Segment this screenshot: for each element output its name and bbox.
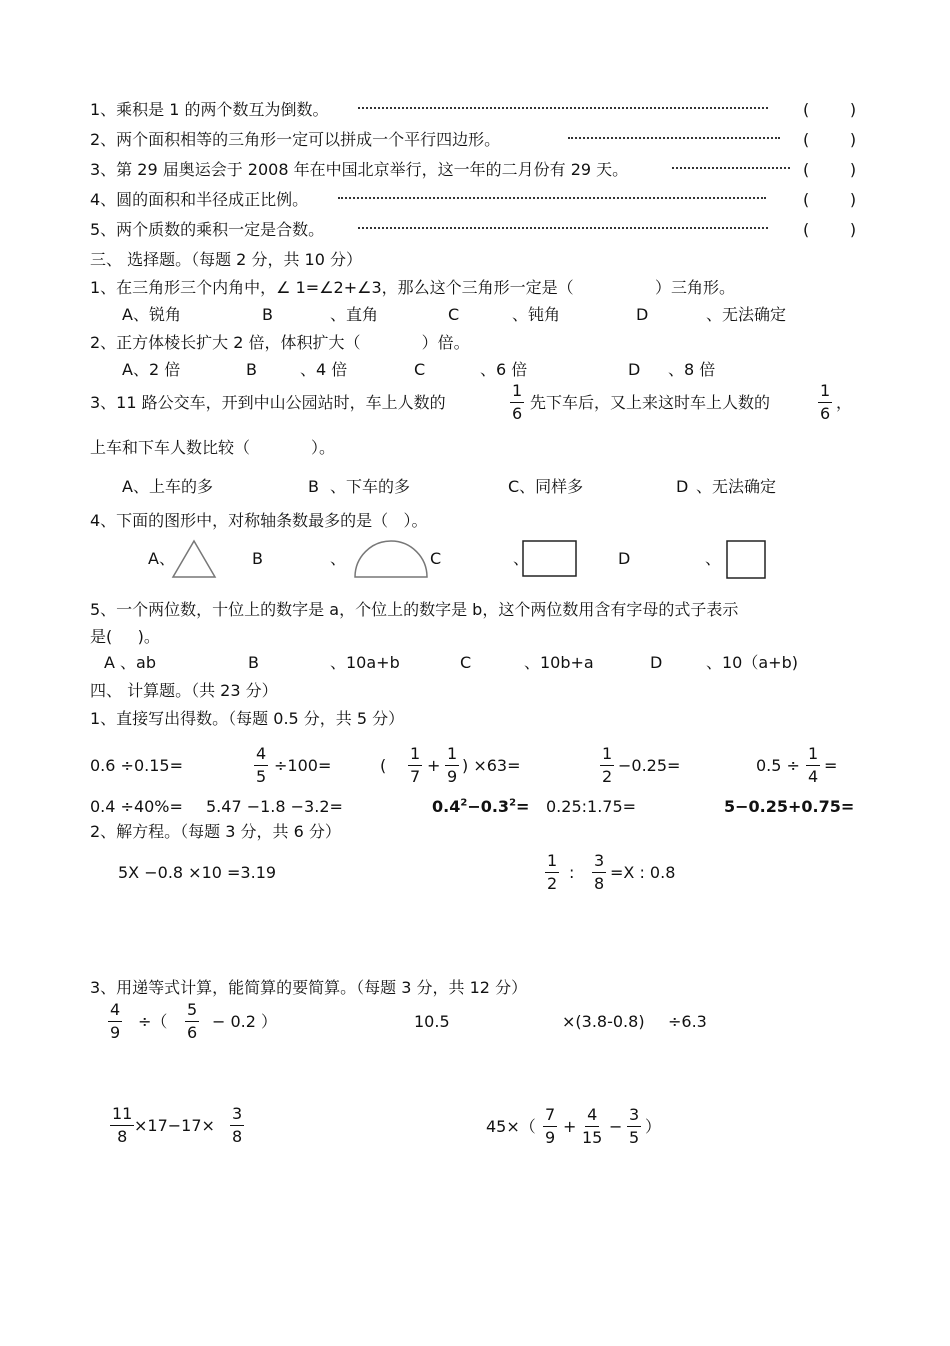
q5-option-b: 、10a+b <box>330 653 400 672</box>
equation-2: =X : 0.8 <box>610 863 676 882</box>
fraction-denominator: 4 <box>808 767 819 786</box>
calc-8-exponent-1: 2 <box>460 797 468 809</box>
q1-option-c-letter: C <box>448 305 460 324</box>
q3-option-c: C、同样多 <box>508 477 584 496</box>
q3-fraction-2 <box>818 381 832 424</box>
q1-option-b: 、直角 <box>330 305 379 324</box>
calc-4-fraction <box>600 744 614 787</box>
semicircle-shape <box>352 538 430 580</box>
calc-expression-4: −0.25= <box>618 756 681 775</box>
square-shape <box>726 540 768 580</box>
equation-1: 5X −0.8 ×10 =3.19 <box>118 863 277 882</box>
part-3-title: 3、用递等式计算，能简算的要简算。（每题 3 分，共 12 分） <box>90 978 528 997</box>
q2-option-b-letter: B <box>246 360 257 379</box>
dotted-leader <box>568 137 780 139</box>
calc-3-fraction-2 <box>445 744 459 787</box>
calc-expression-8 <box>432 797 529 817</box>
q3-option-d-letter: D <box>676 477 689 496</box>
compute-1-divide: ÷（ <box>138 1012 168 1031</box>
fraction-denominator: 6 <box>187 1023 198 1042</box>
compute-2-b: ×(3.8-0.8) <box>562 1012 645 1031</box>
answer-paren-4[interactable]: ( ) <box>803 190 857 209</box>
compute-4-fraction-3 <box>627 1105 641 1148</box>
q5-option-b-letter: B <box>248 653 259 672</box>
dotted-leader <box>358 107 768 109</box>
fraction-denominator: 8 <box>232 1127 243 1146</box>
fraction-denominator: 8 <box>117 1127 128 1146</box>
calc-3-plus: + <box>427 756 441 775</box>
q3-text-c: ， <box>836 393 853 412</box>
q5-option-c-letter: C <box>460 653 472 672</box>
fraction-numerator: 5 <box>185 1000 199 1022</box>
calc-8-base-2: −0.3 <box>467 797 510 816</box>
calc-5-head: 0.5 ÷ <box>756 756 800 775</box>
section-3-title: 三、 选择题。（每题 2 分，共 10 分） <box>90 250 362 269</box>
q2-text: 2、正方体棱长扩大 2 倍，体积扩大（ ）倍。 <box>90 333 470 352</box>
fraction-numerator: 1 <box>818 381 832 403</box>
answer-paren-2[interactable]: ( ) <box>803 130 857 149</box>
fraction-numerator: 7 <box>543 1105 557 1127</box>
fraction-numerator: 4 <box>585 1105 599 1127</box>
fraction-denominator: 9 <box>110 1023 121 1042</box>
q2-option-a: A、2 倍 <box>122 360 181 379</box>
fraction-denominator: 5 <box>629 1128 640 1147</box>
q5-line-2: 是( )。 <box>90 627 160 646</box>
q3-text-b: 先下车后，又上来这时车上人数的 <box>530 393 771 412</box>
calc-expression-1: 0.6 ÷0.15= <box>90 756 183 775</box>
fraction-denominator: 8 <box>594 874 605 893</box>
fraction-denominator: 7 <box>410 767 421 786</box>
compute-4-tail: ） <box>645 1117 662 1136</box>
fraction-numerator: 11 <box>110 1104 134 1126</box>
q4-option-d-label: D <box>618 549 631 568</box>
compute-1-tail: − 0.2 ） <box>212 1012 278 1031</box>
compute-3-fraction-2 <box>230 1104 244 1147</box>
q1-option-d: 、无法确定 <box>706 305 787 324</box>
calc-expression-3: ) ×63= <box>462 756 521 775</box>
calc-expression-7: 5.47 −1.8 −3.2= <box>206 797 343 816</box>
calc-8-equals: = <box>516 797 530 816</box>
q5-option-c: 、10b+a <box>524 653 594 672</box>
judge-item-5: 5、两个质数的乘积一定是合数。 <box>90 220 325 239</box>
calc-8-exponent-2: 2 <box>509 797 517 809</box>
section-4-title: 四、 计算题。（共 23 分） <box>90 681 278 700</box>
q1-option-c: 、钝角 <box>512 305 561 324</box>
q2-option-d-letter: D <box>628 360 641 379</box>
judge-item-1: 1、乘积是 1 的两个数互为倒数。 <box>90 100 329 119</box>
equation-2-fraction-2 <box>592 851 606 894</box>
q1-text: 1、在三角形三个内角中，∠ 1=∠2+∠3，那么这个三角形一定是（ ）三角形。 <box>90 278 736 297</box>
fraction-numerator: 3 <box>230 1104 244 1126</box>
q3-line-2: 上车和下车人数比较（ ）。 <box>90 438 336 457</box>
fraction-numerator: 3 <box>592 851 606 873</box>
q3-text-a: 3、11 路公交车，开到中山公园站时，车上人数的 <box>90 393 446 412</box>
compute-3-middle: ×17−17× <box>134 1116 215 1135</box>
compute-1-fraction-1 <box>108 1000 122 1043</box>
fraction-numerator: 4 <box>108 1000 122 1022</box>
q1-option-a: A、锐角 <box>122 305 181 324</box>
q4-option-d-sep: 、 <box>705 549 722 568</box>
q3-option-b: 、下车的多 <box>330 477 411 496</box>
part-2-title: 2、解方程。（每题 3 分，共 6 分） <box>90 822 341 841</box>
dotted-leader <box>358 227 768 229</box>
calc-expression-9: 0.25:1.75= <box>546 797 637 816</box>
fraction-denominator: 9 <box>545 1128 556 1147</box>
q2-option-c: 、6 倍 <box>480 360 528 379</box>
compute-2-c: ÷6.3 <box>668 1012 707 1031</box>
calc-expression-2: ÷100= <box>274 756 332 775</box>
judge-item-2: 2、两个面积相等的三角形一定可以拼成一个平行四边形。 <box>90 130 501 149</box>
rectangle-shape <box>522 540 578 578</box>
q2-option-b: 、4 倍 <box>300 360 348 379</box>
compute-4-fraction-1 <box>543 1105 557 1148</box>
q4-option-c-label: C <box>430 549 442 568</box>
fraction-numerator: 1 <box>445 744 459 766</box>
compute-4-plus: + <box>563 1117 577 1136</box>
fraction-denominator: 5 <box>256 767 267 786</box>
q4-option-a-label: A、 <box>148 549 175 568</box>
dotted-leader <box>672 167 790 169</box>
compute-4-minus: − <box>609 1117 623 1136</box>
compute-1-fraction-2 <box>185 1000 199 1043</box>
q5-option-d-letter: D <box>650 653 663 672</box>
q3-option-d: 、无法确定 <box>696 477 777 496</box>
q5-option-a: A 、ab <box>104 653 156 672</box>
q2-option-d: 、8 倍 <box>668 360 716 379</box>
fraction-denominator: 6 <box>512 404 523 423</box>
fraction-denominator: 15 <box>582 1128 603 1147</box>
calc-8-base-1: 0.4 <box>432 797 461 816</box>
fraction-numerator: 1 <box>806 744 820 766</box>
q1-option-d-letter: D <box>636 305 649 324</box>
fraction-numerator: 4 <box>254 744 268 766</box>
calc-3-open: ( <box>380 756 387 775</box>
triangle-shape <box>170 538 218 580</box>
calc-expression-10: 5−0.25+0.75= <box>724 797 855 816</box>
dotted-leader <box>338 197 766 199</box>
q3-fraction-1 <box>510 381 524 424</box>
fraction-numerator: 3 <box>627 1105 641 1127</box>
fraction-numerator: 1 <box>510 381 524 403</box>
calc-5-fraction <box>806 744 820 787</box>
calc-3-fraction-1 <box>408 744 422 787</box>
q1-option-b-letter: B <box>262 305 273 324</box>
q4-option-b-label: B <box>252 549 263 568</box>
fraction-numerator: 1 <box>408 744 422 766</box>
fraction-denominator: 9 <box>447 767 458 786</box>
answer-paren-5[interactable]: ( ) <box>803 220 857 239</box>
q2-option-c-letter: C <box>414 360 426 379</box>
fraction-denominator: 2 <box>547 874 558 893</box>
compute-2-a: 10.5 <box>414 1012 450 1031</box>
compute-4-head: 45×（ <box>486 1117 536 1136</box>
q3-option-a: A、上车的多 <box>122 477 213 496</box>
part-1-title: 1、直接写出得数。（每题 0.5 分，共 5 分） <box>90 709 405 728</box>
q4-text: 4、下面的图形中，对称轴条数最多的是（ ）。 <box>90 511 428 530</box>
compute-4-fraction-2 <box>582 1105 602 1148</box>
q5-option-d: 、10（a+b) <box>706 653 798 672</box>
compute-3-fraction-1 <box>110 1104 134 1147</box>
q4-option-c-sep: 、 <box>513 549 530 568</box>
q5-text: 5、一个两位数，十位上的数字是 a，个位上的数字是 b，这个两位数用含有字母的式子表示 <box>90 600 739 619</box>
calc-2-fraction <box>254 744 268 787</box>
equation-2-fraction-1 <box>545 851 559 894</box>
fraction-numerator: 1 <box>600 744 614 766</box>
fraction-denominator: 6 <box>820 404 831 423</box>
answer-paren-3[interactable]: ( ) <box>803 160 857 179</box>
answer-paren-1[interactable]: ( ) <box>803 100 857 119</box>
q3-option-b-letter: B <box>308 477 319 496</box>
q4-option-b-sep: 、 <box>330 549 347 568</box>
fraction-denominator: 2 <box>602 767 613 786</box>
fraction-numerator: 1 <box>545 851 559 873</box>
equation-2-colon: : <box>569 863 575 882</box>
calc-5-equals: = <box>824 756 838 775</box>
judge-item-4: 4、圆的面积和半径成正比例。 <box>90 190 309 209</box>
calc-expression-6: 0.4 ÷40%= <box>90 797 183 816</box>
judge-item-3: 3、第 29 届奥运会于 2008 年在中国北京举行，这一年的二月份有 29 天。 <box>90 160 629 179</box>
